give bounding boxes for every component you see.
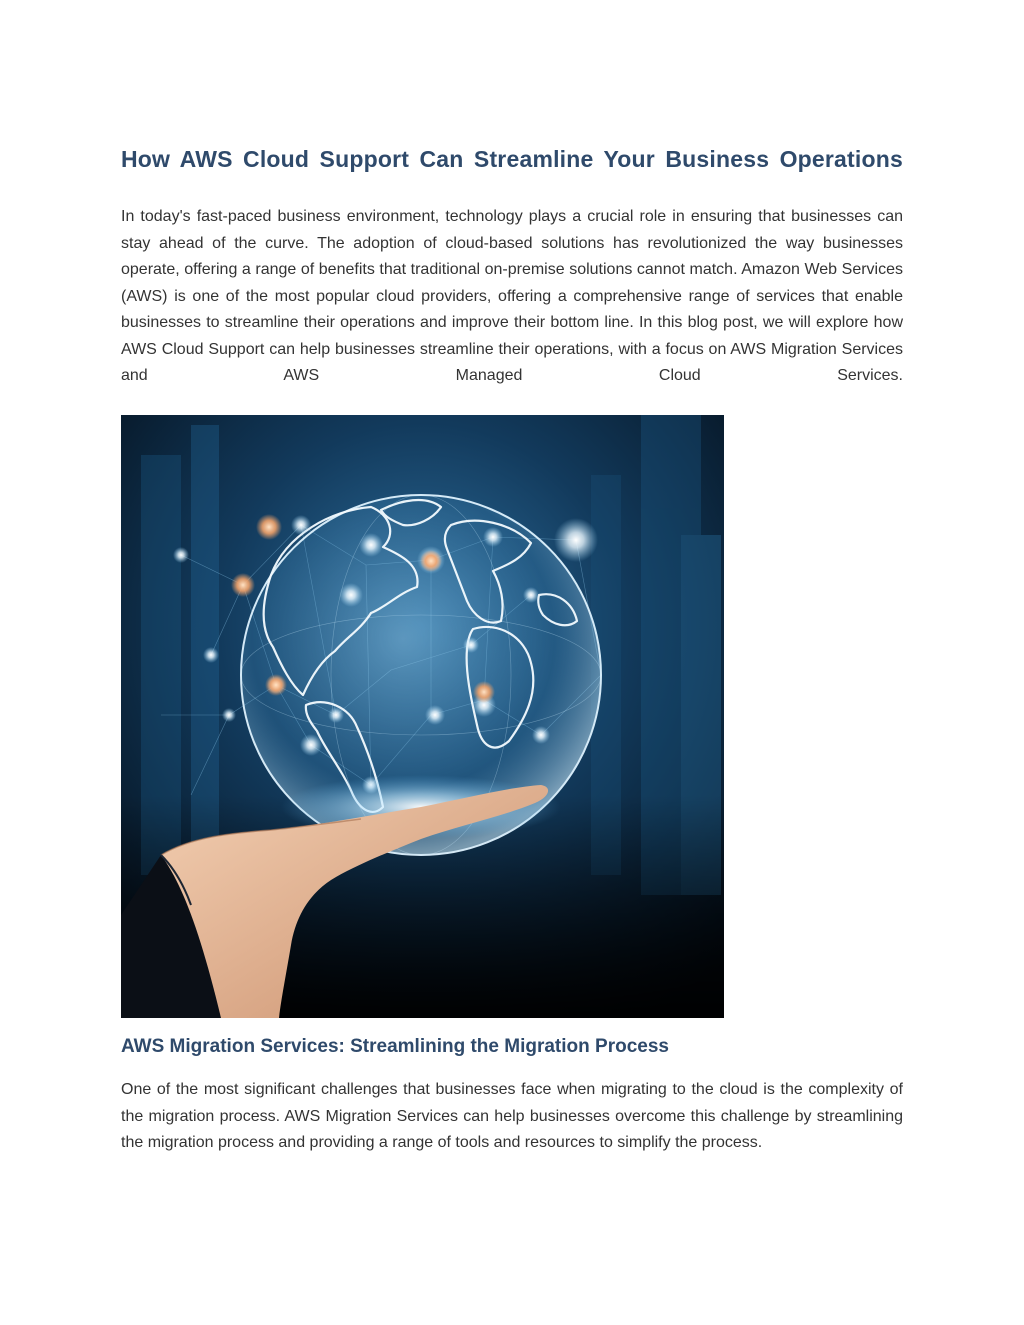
intro-paragraph: In today's fast-paced business environment, technology plays a crucial role in ensuring that businesses can stay ahead of the curve. The adoption of cloud-based solutions has revolutionized the way businesses operate, offering a range of benefits that traditional on-premise solutions cannot match. Amazon Web Services (AWS) is one of the most popular cloud providers, offering a comprehensive range of services that enable businesses to streamline their operations and improve their bottom line. In this blog post, we will explore how AWS Cloud Support can help businesses streamline their operations, with a focus on AWS Migration Services and AWS Managed Cloud Services. [121,208,903,384]
section-heading: AWS Migration Services: Streamlining the Migration Process [121,1036,669,1057]
section-paragraph: One of the most significant challenges that businesses face when migrating to the cloud is the complexity of the migration process. AWS Migration Services can help businesses overcome this challenge by streamlining the migration process and providing a range of tools and resources to simplify the process. [121,1081,903,1151]
globe-in-hand-image [121,415,724,1018]
hero-image [121,415,724,1018]
article-title: How AWS Cloud Support Can Streamline Your Business Operations [121,146,903,172]
